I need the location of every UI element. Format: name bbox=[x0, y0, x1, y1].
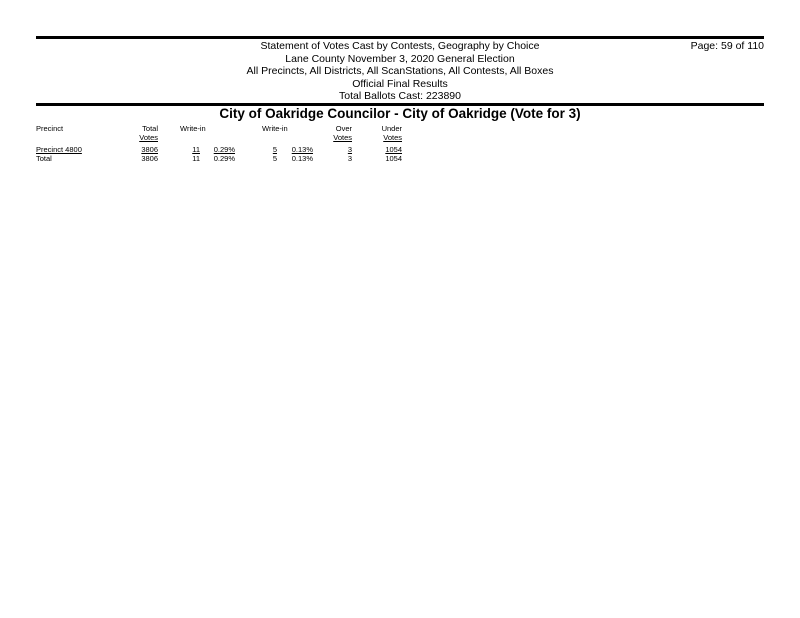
top-rule bbox=[36, 36, 764, 39]
cell-over-votes: 3 bbox=[347, 154, 352, 163]
cell-precinct: Precinct 4800 bbox=[36, 145, 82, 154]
col-header-writein-2: Write-in bbox=[262, 124, 288, 133]
cell-under-votes: 1054 bbox=[385, 145, 402, 154]
report-header bbox=[0, 40, 800, 103]
report-scope: All Precincts, All Districts, All ScanStations, All Contests, All Boxes bbox=[246, 65, 554, 78]
col-header-writein-1: Write-in bbox=[180, 124, 206, 133]
cell-writein1-votes: 11 bbox=[192, 154, 200, 163]
cell-writein2-pct: 0.13% bbox=[291, 154, 313, 163]
cell-writein1-votes: 11 bbox=[192, 145, 200, 154]
cell-total-votes: 3806 bbox=[141, 154, 158, 163]
cell-under-votes: 1054 bbox=[385, 154, 402, 163]
contest-title: City of Oakridge Councilor - City of Oakridge (Vote for 3) bbox=[219, 106, 581, 121]
cell-writein2-votes: 5 bbox=[272, 154, 277, 163]
cell-precinct: Total bbox=[36, 154, 52, 163]
cell-writein1-pct: 0.29% bbox=[213, 145, 235, 154]
results-status: Official Final Results bbox=[352, 77, 448, 90]
col-header-precinct: Precinct bbox=[36, 124, 64, 133]
total-ballots-cast: Total Ballots Cast: 223890 bbox=[339, 90, 461, 103]
col-header-under-votes: Under Votes bbox=[381, 124, 402, 142]
report-title: Statement of Votes Cast by Contests, Geography by Choice bbox=[260, 40, 540, 52]
col-header-over-votes: Over Votes bbox=[333, 124, 352, 142]
page-number: Page: 59 of 110 bbox=[690, 40, 764, 52]
cell-writein1-pct: 0.29% bbox=[213, 154, 235, 163]
cell-writein2-pct: 0.13% bbox=[291, 145, 313, 154]
col-header-total: Total Votes bbox=[139, 124, 158, 142]
election-name: Lane County November 3, 2020 General Election bbox=[285, 52, 515, 65]
cell-total-votes: 3806 bbox=[141, 145, 158, 154]
cell-over-votes: 3 bbox=[347, 145, 352, 154]
cell-writein2-votes: 5 bbox=[272, 145, 277, 154]
